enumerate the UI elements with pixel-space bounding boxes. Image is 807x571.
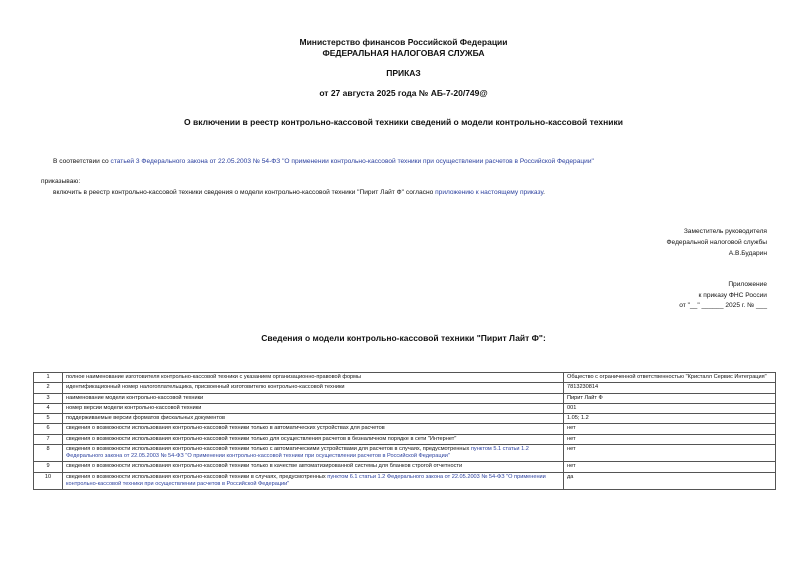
- row-number: 7: [34, 434, 63, 444]
- row-text: номер версии модели контрольно-кассовой техники: [66, 404, 202, 411]
- doc-date: от 27 августа 2025 года № АБ-7-20/749@: [319, 88, 488, 98]
- table-row: [34, 444, 776, 462]
- row-number: 3: [34, 393, 63, 403]
- appendix-link[interactable]: приложению к настоящему приказу: [435, 189, 544, 196]
- appendix-title: Приложение: [728, 281, 767, 288]
- row-number: 6: [34, 424, 63, 434]
- row-description: [63, 434, 564, 444]
- appendix-date: от "__" ______ 2025 г. № ___: [679, 302, 767, 309]
- row-value: Общество с ограниченной ответственностью "Кристалл Сервис Интеграция": [564, 373, 776, 383]
- row-value: 1.05; 1.2: [564, 414, 776, 424]
- law-link[interactable]: статьей 3 Федерального закона от 22.05.2003 № 54-ФЗ "О применении контрольно-кассовой техники при осуществлении расчетов в Российской Федерации": [110, 158, 594, 165]
- row-law-link[interactable]: пунктом 6.1 статьи 1.2 Федерального закона от 22.05.2003 № 54-ФЗ "О применении контрольно-кассовой техники при осуществлении расчетов в Российской Федерации": [66, 473, 546, 487]
- row-number: 4: [34, 403, 63, 413]
- row-description: [63, 424, 564, 434]
- row-value: нет: [564, 462, 776, 472]
- row-value: да: [564, 472, 776, 490]
- appendix-ref: к приказу ФНС России: [698, 292, 767, 299]
- table-row: [34, 383, 776, 393]
- signature-name: А.В.Бударин: [728, 250, 767, 257]
- table-row: [34, 462, 776, 472]
- table-row: [34, 424, 776, 434]
- row-text: сведения о возможности использования контрольно-кассовой техники в случаях, предусмотренных: [66, 473, 326, 480]
- row-text: поддерживаемые версии форматов фискальных документов: [66, 415, 225, 422]
- row-text: полное наименование изготовителя контрольно-кассовой техники с указанием организационно-правовой формы: [66, 374, 362, 380]
- row-number: 10: [34, 472, 63, 490]
- row-text: наименование модели контрольно-кассовой техники: [66, 394, 204, 401]
- row-number: 5: [34, 414, 63, 424]
- row-number: 2: [34, 383, 63, 393]
- row-description: [63, 472, 564, 490]
- row-description: [63, 373, 564, 383]
- row-description: [63, 393, 564, 403]
- row-number: 1: [34, 373, 63, 383]
- row-description: [63, 414, 564, 424]
- row-value: нет: [564, 444, 776, 462]
- doc-title: О включении в реестр контрольно-кассовой техники сведений о модели контрольно-кассовой техники: [184, 117, 623, 127]
- preamble-prefix: В соответствии со: [53, 158, 111, 165]
- row-law-link[interactable]: пунктом 5.1 статьи 1.2 Федерального закона от 22.05.2003 № 54-ФЗ "О применении контрольно-кассовой техники при осуществлении расчетов в Российской Федерации": [66, 445, 529, 460]
- row-text: сведения о возможности использования контрольно-кассовой техники только в автоматических устройствах для расчетов: [66, 425, 385, 432]
- table-row: [34, 472, 776, 490]
- row-description: [63, 444, 564, 462]
- table-row: [34, 373, 776, 383]
- order-end: .: [543, 189, 545, 196]
- table-row: [34, 403, 776, 413]
- row-text: идентификационный номер налогоплательщика, присвоенный изготовителю контрольно-кассовой техники: [66, 384, 345, 391]
- row-text: сведения о возможности использования контрольно-кассовой техники только для осуществления расчетов в безналичном порядке в сети "Интернет": [66, 435, 457, 442]
- table-row: [34, 434, 776, 444]
- row-number: 8: [34, 444, 63, 462]
- order-label: приказываю:: [41, 178, 81, 185]
- row-value: 001: [564, 403, 776, 413]
- order-body: включить в реестр контрольно-кассовой техники сведения о модели контрольно-кассовой техники "Пирит Лайт Ф" согласно: [53, 189, 436, 196]
- row-number: 9: [34, 462, 63, 472]
- row-description: [63, 403, 564, 413]
- table-title: Сведения о модели контрольно-кассовой техники "Пирит Лайт Ф":: [261, 333, 546, 343]
- row-value: Пирит Лайт Ф: [564, 393, 776, 403]
- order-text: [53, 189, 545, 196]
- preamble: [53, 158, 594, 165]
- table-row: [34, 414, 776, 424]
- signature-agency: Федеральной налоговой службы: [666, 239, 767, 246]
- service-heading: ФЕДЕРАЛЬНАЯ НАЛОГОВАЯ СЛУЖБА: [322, 48, 485, 58]
- specs-table: [33, 372, 776, 490]
- row-description: [63, 462, 564, 472]
- row-text: сведения о возможности использования контрольно-кассовой техники только в качестве автоматизированной системы для бланков строгой отчетности: [66, 463, 463, 470]
- doc-type: ПРИКАЗ: [386, 68, 421, 78]
- row-value: 7813230814: [564, 383, 776, 393]
- table-row: [34, 393, 776, 403]
- row-text: сведения о возможности использования контрольно-кассовой техники только с автоматическими устройствами для расчетов в случаях, предусмотренных: [66, 445, 470, 452]
- row-description: [63, 383, 564, 393]
- signature-position: Заместитель руководителя: [683, 228, 767, 235]
- row-value: нет: [564, 424, 776, 434]
- row-value: нет: [564, 434, 776, 444]
- ministry-heading: Министерство финансов Российской Федерации: [299, 37, 508, 47]
